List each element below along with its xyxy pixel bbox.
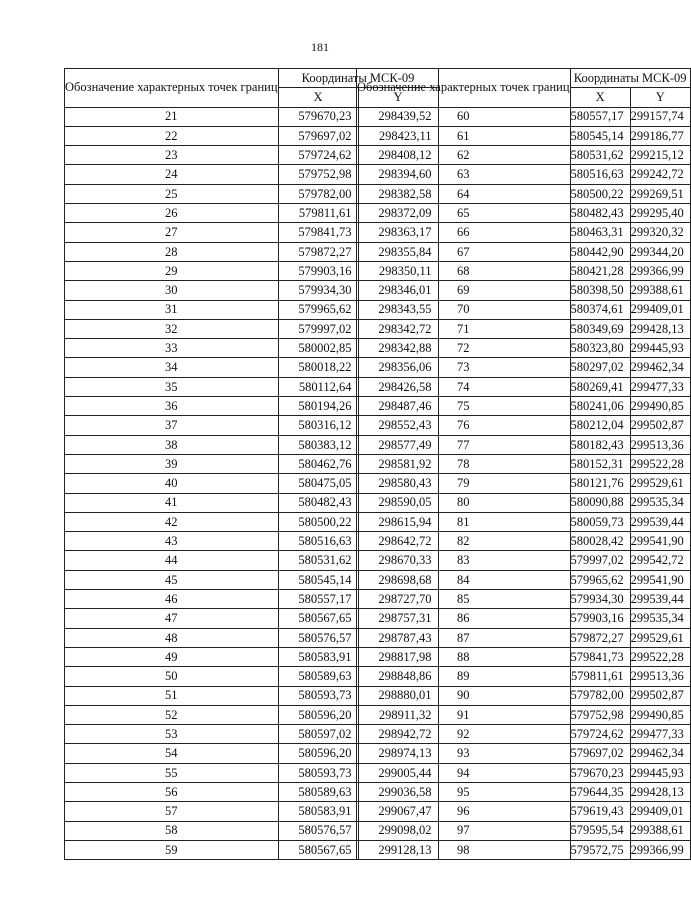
y-cell: 298817,98 [358, 647, 438, 666]
x-cell: 580398,50 [570, 281, 630, 300]
table-row [357, 647, 691, 666]
x-cell: 580112,64 [278, 377, 358, 396]
point-id-cell: 33 [65, 339, 279, 358]
point-id-cell: 98 [357, 840, 571, 859]
point-id-cell: 39 [65, 454, 279, 473]
x-cell: 580583,91 [278, 802, 358, 821]
y-cell: 299067,47 [358, 802, 438, 821]
point-id-cell: 27 [65, 223, 279, 242]
x-cell: 579811,61 [278, 204, 358, 223]
x-cell: 579841,73 [570, 647, 630, 666]
x-cell: 580500,22 [570, 184, 630, 203]
x-cell: 580531,62 [570, 146, 630, 165]
y-cell: 299344,20 [630, 242, 690, 261]
x-cell: 580597,02 [278, 725, 358, 744]
point-id-cell: 74 [357, 377, 571, 396]
point-id-cell: 44 [65, 551, 279, 570]
y-cell: 299428,13 [630, 782, 690, 801]
point-id-cell: 76 [357, 416, 571, 435]
x-cell: 580589,63 [278, 782, 358, 801]
point-id-cell: 71 [357, 319, 571, 338]
table-row [357, 358, 691, 377]
y-cell: 298356,06 [358, 358, 438, 377]
x-cell: 579670,23 [570, 763, 630, 782]
y-cell: 298880,01 [358, 686, 438, 705]
point-id-cell: 35 [65, 377, 279, 396]
x-cell: 580152,31 [570, 454, 630, 473]
point-id-cell: 38 [65, 435, 279, 454]
point-id-cell: 22 [65, 126, 279, 145]
y-cell: 299409,01 [630, 300, 690, 319]
y-cell: 298408,12 [358, 146, 438, 165]
table-row [357, 667, 691, 686]
point-id-cell: 80 [357, 493, 571, 512]
table-row [357, 782, 691, 801]
table-row [357, 204, 691, 223]
point-id-cell: 54 [65, 744, 279, 763]
y-cell: 299320,32 [630, 223, 690, 242]
x-cell: 580557,17 [570, 107, 630, 126]
x-cell: 579724,62 [278, 146, 358, 165]
y-cell: 299036,58 [358, 782, 438, 801]
table-row [357, 609, 691, 628]
point-id-cell: 58 [65, 821, 279, 840]
point-id-cell: 36 [65, 397, 279, 416]
x-cell: 580567,65 [278, 609, 358, 628]
point-id-cell: 62 [357, 146, 571, 165]
point-id-cell: 55 [65, 763, 279, 782]
point-id-cell: 34 [65, 358, 279, 377]
table-row [357, 126, 691, 145]
y-cell: 299157,74 [630, 107, 690, 126]
y-cell: 299490,85 [630, 397, 690, 416]
x-cell: 579782,00 [278, 184, 358, 203]
point-id-cell: 75 [357, 397, 571, 416]
y-cell: 298787,43 [358, 628, 438, 647]
x-cell: 580567,65 [278, 840, 358, 859]
table-row [357, 802, 691, 821]
y-cell: 298355,84 [358, 242, 438, 261]
x-cell: 580059,73 [570, 512, 630, 531]
table-row [357, 165, 691, 184]
x-cell: 579644,35 [570, 782, 630, 801]
x-cell: 580028,42 [570, 532, 630, 551]
table-row [357, 319, 691, 338]
y-cell: 299522,28 [630, 647, 690, 666]
y-cell: 298426,58 [358, 377, 438, 396]
point-id-cell: 25 [65, 184, 279, 203]
x-cell: 580018,22 [278, 358, 358, 377]
point-id-cell: 88 [357, 647, 571, 666]
table-row [357, 107, 691, 126]
point-id-cell: 41 [65, 493, 279, 512]
y-cell: 298342,88 [358, 339, 438, 358]
y-cell: 298642,72 [358, 532, 438, 551]
point-id-cell: 68 [357, 261, 571, 280]
x-cell: 579670,23 [278, 107, 358, 126]
point-id-cell: 51 [65, 686, 279, 705]
x-cell: 580463,31 [570, 223, 630, 242]
x-cell: 579934,30 [278, 281, 358, 300]
x-cell: 580589,63 [278, 667, 358, 686]
y-cell: 299541,90 [630, 570, 690, 589]
point-id-cell: 63 [357, 165, 571, 184]
y-cell: 298698,68 [358, 570, 438, 589]
point-id-cell: 50 [65, 667, 279, 686]
x-cell: 580596,20 [278, 705, 358, 724]
table-row [357, 261, 691, 280]
coordinates-header: Координаты МСК-09 [570, 69, 690, 88]
table-row [357, 223, 691, 242]
y-cell: 299388,61 [630, 281, 690, 300]
y-cell: 299428,13 [630, 319, 690, 338]
point-id-cell: 73 [357, 358, 571, 377]
table-row [357, 570, 691, 589]
point-id-cell: 24 [65, 165, 279, 184]
point-id-cell: 32 [65, 319, 279, 338]
table-row [357, 435, 691, 454]
x-cell: 580090,88 [570, 493, 630, 512]
point-id-cell: 87 [357, 628, 571, 647]
y-cell: 299513,36 [630, 667, 690, 686]
x-cell: 579903,16 [278, 261, 358, 280]
point-id-cell: 93 [357, 744, 571, 763]
point-id-cell: 52 [65, 705, 279, 724]
y-cell: 299462,34 [630, 744, 690, 763]
y-cell: 298757,31 [358, 609, 438, 628]
table-row [357, 300, 691, 319]
y-cell: 299529,61 [630, 628, 690, 647]
point-id-cell: 46 [65, 590, 279, 609]
x-cell: 580583,91 [278, 647, 358, 666]
point-id-cell: 69 [357, 281, 571, 300]
x-cell: 579997,02 [278, 319, 358, 338]
y-cell: 298394,60 [358, 165, 438, 184]
table-row [357, 532, 691, 551]
point-id-cell: 77 [357, 435, 571, 454]
x-cell: 580442,90 [570, 242, 630, 261]
point-id-cell: 94 [357, 763, 571, 782]
y-cell: 298552,43 [358, 416, 438, 435]
table-row [357, 705, 691, 724]
x-cell: 580194,26 [278, 397, 358, 416]
y-cell: 298580,43 [358, 474, 438, 493]
y-cell: 298911,32 [358, 705, 438, 724]
x-cell: 580002,85 [278, 339, 358, 358]
x-cell: 580421,28 [570, 261, 630, 280]
point-id-cell: 45 [65, 570, 279, 589]
x-cell: 579841,73 [278, 223, 358, 242]
y-cell: 298342,72 [358, 319, 438, 338]
table-row [357, 146, 691, 165]
y-cell: 299366,99 [630, 840, 690, 859]
y-cell: 298423,11 [358, 126, 438, 145]
y-cell: 298343,55 [358, 300, 438, 319]
point-id-cell: 23 [65, 146, 279, 165]
x-cell: 580482,43 [570, 204, 630, 223]
x-cell: 580269,41 [570, 377, 630, 396]
point-id-cell: 57 [65, 802, 279, 821]
table-row [357, 551, 691, 570]
x-cell: 580545,14 [570, 126, 630, 145]
y-cell: 299445,93 [630, 763, 690, 782]
y-cell: 299215,12 [630, 146, 690, 165]
y-cell: 299409,01 [630, 802, 690, 821]
y-cell: 299366,99 [630, 261, 690, 280]
x-cell: 580593,73 [278, 686, 358, 705]
point-id-cell: 81 [357, 512, 571, 531]
point-id-cell: 42 [65, 512, 279, 531]
x-cell: 580383,12 [278, 435, 358, 454]
y-cell: 299539,44 [630, 512, 690, 531]
table-body-right [357, 107, 691, 860]
point-id-cell: 65 [357, 204, 571, 223]
x-cell: 580316,12 [278, 416, 358, 435]
point-id-cell: 89 [357, 667, 571, 686]
x-cell: 580374,61 [570, 300, 630, 319]
y-cell: 299295,40 [630, 204, 690, 223]
coordinates-table-right [356, 68, 691, 860]
point-id-cell: 40 [65, 474, 279, 493]
y-cell: 299477,33 [630, 377, 690, 396]
y-cell: 299242,72 [630, 165, 690, 184]
point-id-header: Обозначение характерных точек границ [357, 69, 571, 108]
y-cell: 298577,49 [358, 435, 438, 454]
y-cell: 299541,90 [630, 532, 690, 551]
table-row [357, 763, 691, 782]
point-id-cell: 92 [357, 725, 571, 744]
y-cell: 299477,33 [630, 725, 690, 744]
y-cell: 298670,33 [358, 551, 438, 570]
point-id-cell: 91 [357, 705, 571, 724]
x-cell: 579997,02 [570, 551, 630, 570]
y-cell: 299529,61 [630, 474, 690, 493]
y-header: Y [630, 88, 690, 107]
x-cell: 580531,62 [278, 551, 358, 570]
x-cell: 580462,76 [278, 454, 358, 473]
y-cell: 299269,51 [630, 184, 690, 203]
y-cell: 299535,34 [630, 493, 690, 512]
point-id-cell: 29 [65, 261, 279, 280]
y-cell: 298848,86 [358, 667, 438, 686]
x-header: X [570, 88, 630, 107]
point-id-cell: 96 [357, 802, 571, 821]
x-cell: 580576,57 [278, 821, 358, 840]
x-cell: 579619,43 [570, 802, 630, 821]
x-cell: 580297,02 [570, 358, 630, 377]
y-cell: 298487,46 [358, 397, 438, 416]
x-cell: 580475,05 [278, 474, 358, 493]
x-cell: 580349,69 [570, 319, 630, 338]
point-id-cell: 59 [65, 840, 279, 859]
y-cell: 299445,93 [630, 339, 690, 358]
table-row [357, 821, 691, 840]
y-cell: 298727,70 [358, 590, 438, 609]
x-cell: 580482,43 [278, 493, 358, 512]
y-cell: 299513,36 [630, 435, 690, 454]
point-id-cell: 47 [65, 609, 279, 628]
y-header: Y [358, 88, 438, 107]
x-cell: 579752,98 [570, 705, 630, 724]
x-cell: 579934,30 [570, 590, 630, 609]
point-id-cell: 72 [357, 339, 571, 358]
x-cell: 580557,17 [278, 590, 358, 609]
x-cell: 579811,61 [570, 667, 630, 686]
x-cell: 580121,76 [570, 474, 630, 493]
table-row [357, 397, 691, 416]
y-cell: 299502,87 [630, 686, 690, 705]
table-row [357, 493, 691, 512]
point-id-cell: 56 [65, 782, 279, 801]
table-row [357, 242, 691, 261]
table-row [357, 590, 691, 609]
y-cell: 298363,17 [358, 223, 438, 242]
point-id-cell: 48 [65, 628, 279, 647]
x-cell: 579782,00 [570, 686, 630, 705]
x-cell: 579697,02 [278, 126, 358, 145]
y-cell: 298346,01 [358, 281, 438, 300]
point-id-cell: 30 [65, 281, 279, 300]
point-id-cell: 60 [357, 107, 571, 126]
table-row [357, 474, 691, 493]
point-id-cell: 85 [357, 590, 571, 609]
coordinates-header: Координаты МСК-09 [278, 69, 438, 88]
y-cell: 298942,72 [358, 725, 438, 744]
point-id-cell: 78 [357, 454, 571, 473]
table-row [357, 840, 691, 859]
point-id-cell: 61 [357, 126, 571, 145]
table-row [357, 628, 691, 647]
x-cell: 579724,62 [570, 725, 630, 744]
point-id-cell: 21 [65, 107, 279, 126]
point-id-cell: 83 [357, 551, 571, 570]
y-cell: 298372,09 [358, 204, 438, 223]
x-cell: 579965,62 [570, 570, 630, 589]
y-cell: 299098,02 [358, 821, 438, 840]
y-cell: 299462,34 [630, 358, 690, 377]
point-id-cell: 90 [357, 686, 571, 705]
y-cell: 298581,92 [358, 454, 438, 473]
y-cell: 299128,13 [358, 840, 438, 859]
y-cell: 298382,58 [358, 184, 438, 203]
x-cell: 579872,27 [570, 628, 630, 647]
point-id-cell: 37 [65, 416, 279, 435]
y-cell: 299388,61 [630, 821, 690, 840]
x-cell: 579595,54 [570, 821, 630, 840]
y-cell: 298615,94 [358, 512, 438, 531]
x-header: X [278, 88, 358, 107]
x-cell: 580500,22 [278, 512, 358, 531]
y-cell: 299490,85 [630, 705, 690, 724]
point-id-cell: 64 [357, 184, 571, 203]
x-cell: 580182,43 [570, 435, 630, 454]
y-cell: 299542,72 [630, 551, 690, 570]
x-cell: 580516,63 [570, 165, 630, 184]
x-cell: 580212,04 [570, 416, 630, 435]
table-row [357, 725, 691, 744]
x-cell: 580516,63 [278, 532, 358, 551]
table-row [357, 686, 691, 705]
point-id-cell: 28 [65, 242, 279, 261]
point-id-cell: 31 [65, 300, 279, 319]
point-id-cell: 86 [357, 609, 571, 628]
x-cell: 580593,73 [278, 763, 358, 782]
table-row [357, 416, 691, 435]
x-cell: 579752,98 [278, 165, 358, 184]
table-row [357, 512, 691, 531]
point-id-cell: 26 [65, 204, 279, 223]
x-cell: 580241,06 [570, 397, 630, 416]
x-cell: 580576,57 [278, 628, 358, 647]
point-id-cell: 66 [357, 223, 571, 242]
y-cell: 299005,44 [358, 763, 438, 782]
x-cell: 579903,16 [570, 609, 630, 628]
point-id-cell: 84 [357, 570, 571, 589]
y-cell: 298590,05 [358, 493, 438, 512]
table-row [357, 281, 691, 300]
point-id-cell: 82 [357, 532, 571, 551]
table-row [357, 184, 691, 203]
y-cell: 299502,87 [630, 416, 690, 435]
x-cell: 580596,20 [278, 744, 358, 763]
x-cell: 580323,80 [570, 339, 630, 358]
point-id-cell: 67 [357, 242, 571, 261]
x-cell: 579572,75 [570, 840, 630, 859]
table-row [357, 744, 691, 763]
table-row [357, 377, 691, 396]
point-id-cell: 43 [65, 532, 279, 551]
point-id-header: Обозначение характерных точек границ [65, 69, 279, 108]
y-cell: 298350,11 [358, 261, 438, 280]
x-cell: 579697,02 [570, 744, 630, 763]
point-id-cell: 95 [357, 782, 571, 801]
x-cell: 580545,14 [278, 570, 358, 589]
point-id-cell: 49 [65, 647, 279, 666]
y-cell: 298439,52 [358, 107, 438, 126]
point-id-cell: 79 [357, 474, 571, 493]
y-cell: 299522,28 [630, 454, 690, 473]
point-id-cell: 97 [357, 821, 571, 840]
page-number: 181 [311, 40, 329, 54]
y-cell: 299535,34 [630, 609, 690, 628]
table-row [357, 454, 691, 473]
y-cell: 298974,13 [358, 744, 438, 763]
point-id-cell: 70 [357, 300, 571, 319]
x-cell: 579965,62 [278, 300, 358, 319]
y-cell: 299539,44 [630, 590, 690, 609]
table-row [357, 339, 691, 358]
x-cell: 579872,27 [278, 242, 358, 261]
y-cell: 299186,77 [630, 126, 690, 145]
point-id-cell: 53 [65, 725, 279, 744]
